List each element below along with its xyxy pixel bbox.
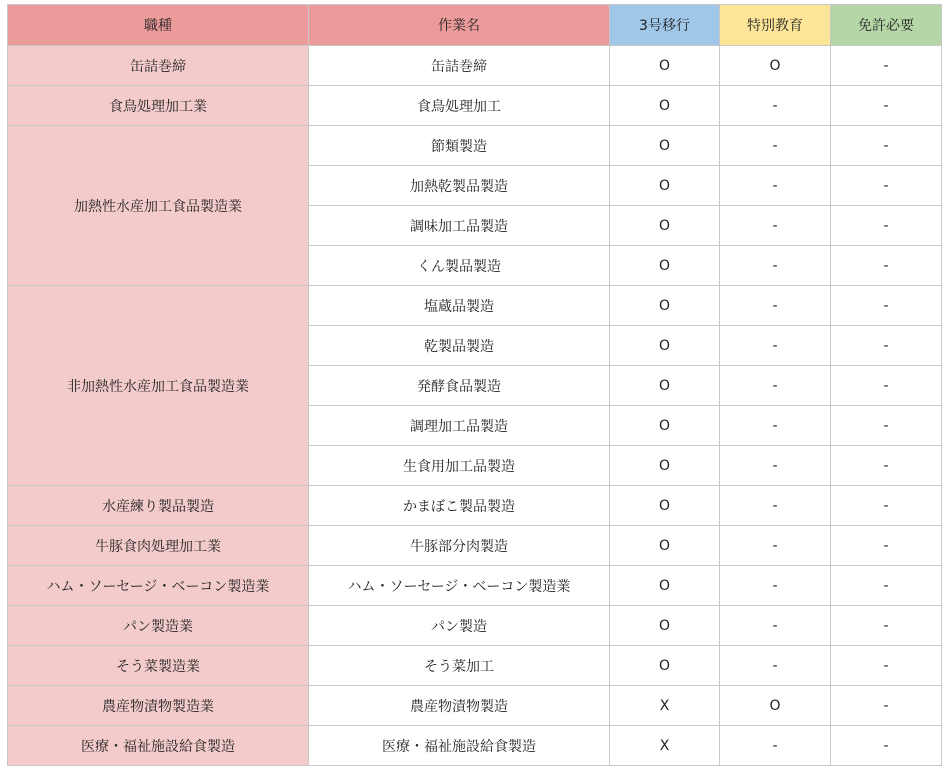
job-table [7,4,942,766]
cell-sagyo[interactable]: 発酵食品製造 [309,366,610,406]
table-row [8,126,942,166]
table-row [8,726,942,766]
table-row [8,646,942,686]
header-go3[interactable]: 3号移行 [610,5,720,46]
cell-menkyo[interactable]: - [831,86,942,126]
cell-menkyo[interactable]: - [831,206,942,246]
cell-sagyo[interactable]: ハム・ソーセージ・ベーコン製造業 [309,566,610,606]
cell-go3[interactable]: O [610,126,720,166]
cell-sagyo[interactable]: 加熱乾製品製造 [309,166,610,206]
cell-go3[interactable]: O [610,566,720,606]
cell-shokushu[interactable]: パン製造業 [8,606,309,646]
cell-menkyo[interactable]: - [831,366,942,406]
cell-shokushu[interactable]: 食鳥処理加工業 [8,86,309,126]
cell-go3[interactable]: X [610,726,720,766]
cell-shokushu[interactable]: 加熱性水産加工食品製造業 [8,126,309,286]
cell-sagyo[interactable]: 節類製造 [309,126,610,166]
header-row [8,5,942,46]
cell-go3[interactable]: O [610,646,720,686]
table-row [8,46,942,86]
cell-go3[interactable]: O [610,406,720,446]
cell-kyoiku[interactable]: O [720,686,831,726]
cell-go3[interactable]: O [610,526,720,566]
cell-kyoiku[interactable]: - [720,86,831,126]
cell-sagyo[interactable]: 調理加工品製造 [309,406,610,446]
header-kyoiku[interactable]: 特別教育 [720,5,831,46]
cell-menkyo[interactable]: - [831,46,942,86]
cell-sagyo[interactable]: パン製造 [309,606,610,646]
cell-menkyo[interactable]: - [831,566,942,606]
cell-menkyo[interactable]: - [831,446,942,486]
cell-go3[interactable]: O [610,46,720,86]
cell-sagyo[interactable]: 医療・福祉施設給食製造 [309,726,610,766]
cell-kyoiku[interactable]: - [720,726,831,766]
table-row [8,686,942,726]
cell-kyoiku[interactable]: - [720,206,831,246]
cell-menkyo[interactable]: - [831,326,942,366]
cell-sagyo[interactable]: そう菜加工 [309,646,610,686]
cell-shokushu[interactable]: 缶詰巻締 [8,46,309,86]
cell-sagyo[interactable]: 農産物漬物製造 [309,686,610,726]
cell-go3[interactable]: O [610,486,720,526]
header-menkyo[interactable]: 免許必要 [831,5,942,46]
cell-kyoiku[interactable]: - [720,406,831,446]
cell-sagyo[interactable]: くん製品製造 [309,246,610,286]
cell-menkyo[interactable]: - [831,526,942,566]
cell-kyoiku[interactable]: - [720,526,831,566]
cell-menkyo[interactable]: - [831,646,942,686]
cell-menkyo[interactable]: - [831,286,942,326]
cell-shokushu[interactable]: 非加熱性水産加工食品製造業 [8,286,309,486]
cell-kyoiku[interactable]: - [720,166,831,206]
header-sagyo[interactable]: 作業名 [309,5,610,46]
table-row [8,86,942,126]
cell-shokushu[interactable]: ハム・ソーセージ・ベーコン製造業 [8,566,309,606]
cell-menkyo[interactable]: - [831,686,942,726]
cell-sagyo[interactable]: かまぼこ製品製造 [309,486,610,526]
cell-menkyo[interactable]: - [831,606,942,646]
cell-go3[interactable]: O [610,206,720,246]
cell-menkyo[interactable]: - [831,166,942,206]
cell-kyoiku[interactable]: - [720,446,831,486]
cell-kyoiku[interactable]: - [720,606,831,646]
cell-go3[interactable]: O [610,326,720,366]
cell-go3[interactable]: X [610,686,720,726]
cell-go3[interactable]: O [610,86,720,126]
cell-kyoiku[interactable]: - [720,566,831,606]
cell-sagyo[interactable]: 乾製品製造 [309,326,610,366]
cell-kyoiku[interactable]: - [720,646,831,686]
cell-menkyo[interactable]: - [831,726,942,766]
cell-kyoiku[interactable]: - [720,486,831,526]
table-row [8,486,942,526]
cell-kyoiku[interactable]: - [720,326,831,366]
cell-sagyo[interactable]: 食鳥処理加工 [309,86,610,126]
cell-shokushu[interactable]: 農産物漬物製造業 [8,686,309,726]
cell-sagyo[interactable]: 缶詰巻締 [309,46,610,86]
cell-sagyo[interactable]: 調味加工品製造 [309,206,610,246]
table-row [8,566,942,606]
cell-menkyo[interactable]: - [831,486,942,526]
cell-sagyo[interactable]: 牛豚部分肉製造 [309,526,610,566]
cell-menkyo[interactable]: - [831,246,942,286]
cell-menkyo[interactable]: - [831,126,942,166]
cell-shokushu[interactable]: 牛豚食肉処理加工業 [8,526,309,566]
cell-go3[interactable]: O [610,166,720,206]
cell-shokushu[interactable]: 水産練り製品製造 [8,486,309,526]
table-body [8,46,942,766]
table-row [8,526,942,566]
cell-go3[interactable]: O [610,286,720,326]
cell-kyoiku[interactable]: - [720,246,831,286]
cell-sagyo[interactable]: 生食用加工品製造 [309,446,610,486]
cell-go3[interactable]: O [610,366,720,406]
cell-go3[interactable]: O [610,246,720,286]
cell-kyoiku[interactable]: - [720,286,831,326]
cell-shokushu[interactable]: 医療・福祉施設給食製造 [8,726,309,766]
cell-go3[interactable]: O [610,446,720,486]
cell-menkyo[interactable]: - [831,406,942,446]
cell-kyoiku[interactable]: - [720,126,831,166]
table-row [8,606,942,646]
cell-kyoiku[interactable]: O [720,46,831,86]
table-row [8,286,942,326]
header-shokushu[interactable]: 職種 [8,5,309,46]
cell-sagyo[interactable]: 塩蔵品製造 [309,286,610,326]
cell-shokushu[interactable]: そう菜製造業 [8,646,309,686]
cell-kyoiku[interactable]: - [720,366,831,406]
cell-go3[interactable]: O [610,606,720,646]
